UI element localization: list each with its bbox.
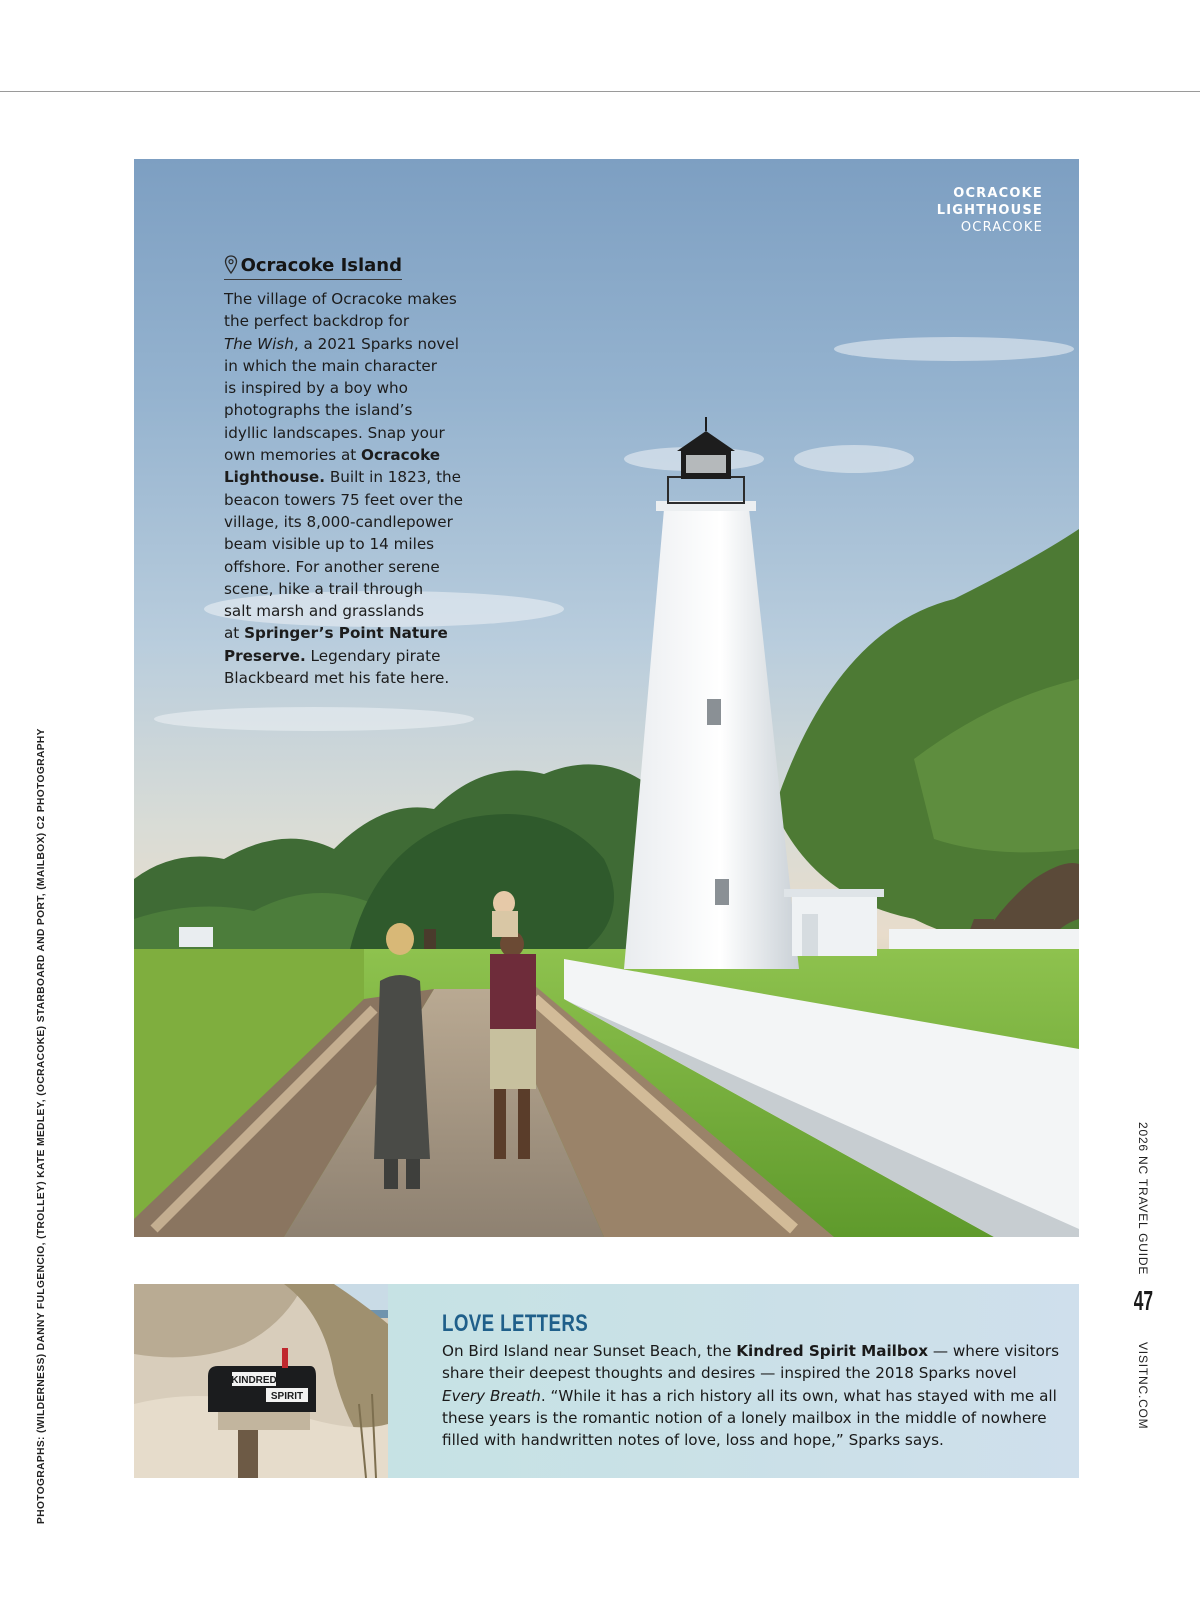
feature-line: salt marsh and grasslands bbox=[224, 602, 425, 621]
photo-caption-name-line2: LIGHTHOUSE bbox=[936, 203, 1043, 218]
feature-line: idyllic landscapes. Snap your bbox=[224, 423, 445, 442]
folio-guide-name: 2026 NC TRAVEL GUIDE bbox=[1136, 1122, 1150, 1276]
sidebar-line: filled with handwritten notes of love, loss and hope,” Sparks says. bbox=[442, 1431, 944, 1450]
feature-heading bbox=[224, 255, 402, 280]
feature-line: scene, hike a trail through bbox=[224, 579, 424, 598]
feature-line: village, its 8,000-candlepower bbox=[224, 512, 453, 531]
feature-title: Ocracoke Island bbox=[240, 255, 402, 276]
place-name-bold: Springer’s Point Nature bbox=[244, 624, 448, 643]
place-name-bold: Preserve. bbox=[224, 646, 306, 665]
love-letters-box bbox=[134, 1284, 1079, 1478]
top-rule bbox=[0, 91, 1200, 92]
photo-credit: PHOTOGRAPHS: (WILDERNESS) DANNY FULGENCIO, (TROLLEY) KATE MEDLEY, (OCRACOKE) STARBOARD AND PORT, (MAILBOX) C2 PHOTOGRAPHY bbox=[36, 728, 47, 1524]
feature-line: The Wish, a 2021 Sparks novel bbox=[224, 334, 459, 353]
sidebar-body bbox=[442, 1340, 1060, 1451]
place-name-bold: Kindred Spirit Mailbox bbox=[736, 1342, 928, 1360]
feature-line: Preserve. Legendary pirate bbox=[224, 646, 441, 665]
book-title-every-breath: Every Breath bbox=[442, 1386, 541, 1405]
page-number: 47 bbox=[1133, 1285, 1154, 1316]
mailbox-sign-kindred: KINDRED bbox=[231, 1375, 277, 1386]
feature-line: The village of Ocracoke makes bbox=[224, 290, 457, 308]
feature-line: beacon towers 75 feet over the bbox=[224, 490, 463, 509]
sidebar-title: LOVE LETTERS bbox=[442, 1310, 589, 1337]
sidebar-line: these years is the romantic notion of a lonely mailbox in the middle of nowhere bbox=[442, 1408, 1047, 1427]
lighthouse bbox=[624, 417, 799, 969]
ocracoke-feature bbox=[224, 255, 474, 689]
feature-body bbox=[224, 288, 474, 689]
feature-line: is inspired by a boy who bbox=[224, 379, 408, 398]
photo-caption bbox=[937, 185, 1043, 236]
lighthouse-photo bbox=[134, 159, 1079, 1237]
feature-line: at Springer’s Point Nature bbox=[224, 624, 448, 643]
small-house bbox=[179, 927, 213, 947]
love-letters-text bbox=[442, 1310, 1060, 1451]
photo-caption-name: OCRACOKE bbox=[953, 186, 1043, 201]
place-name-bold: Ocracoke bbox=[361, 446, 441, 465]
mailbox-illustration bbox=[134, 1284, 388, 1478]
photo-caption-place: OCRACOKE bbox=[960, 220, 1043, 235]
feature-line: Lighthouse. Built in 1823, the bbox=[224, 468, 461, 487]
feature-line: offshore. For another serene bbox=[224, 557, 440, 576]
sidebar-line: Every Breath. “While it has a rich history all its own, what has stayed with me all bbox=[442, 1386, 1057, 1405]
folio-website: VISITNC.COM bbox=[1136, 1342, 1150, 1430]
mailbox-photo bbox=[134, 1284, 388, 1478]
book-title-the-wish: The Wish bbox=[224, 334, 294, 353]
mailbox-sign-spirit: SPIRIT bbox=[270, 1391, 304, 1402]
location-pin-icon bbox=[224, 256, 235, 276]
feature-line: the perfect backdrop for bbox=[224, 312, 410, 331]
feature-line: in which the main character bbox=[224, 356, 437, 375]
feature-line: Blackbeard met his fate here. bbox=[224, 669, 450, 688]
feature-line: beam visible up to 14 miles bbox=[224, 535, 435, 554]
feature-line: own memories at Ocracoke bbox=[224, 446, 441, 465]
sidebar-line: share their deepest thoughts and desires — inspired the 2018 Sparks novel bbox=[442, 1364, 1017, 1383]
sidebar-line: On Bird Island near Sunset Beach, the Kindred Spirit Mailbox — where visitors bbox=[442, 1342, 1060, 1360]
feature-line: photographs the island’s bbox=[224, 401, 413, 420]
place-name-bold: Lighthouse. bbox=[224, 468, 325, 487]
